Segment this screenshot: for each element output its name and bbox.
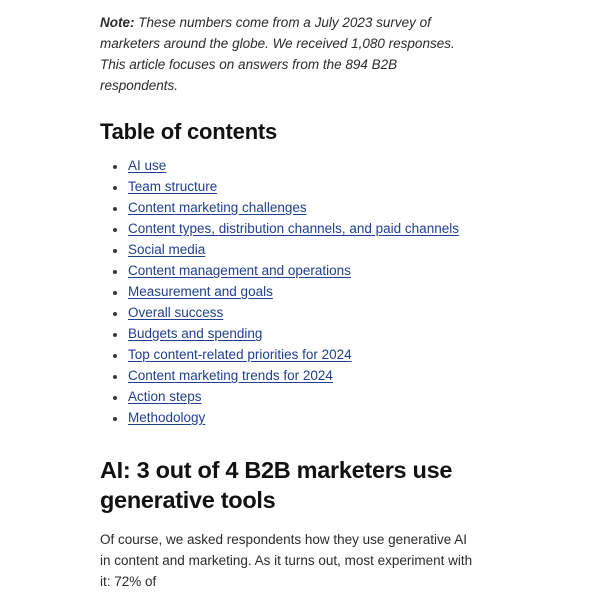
toc-link-methodology[interactable]: Methodology	[128, 410, 206, 425]
list-item	[122, 408, 476, 429]
list-item	[122, 198, 476, 219]
list-item	[122, 303, 476, 324]
section-heading-ai: AI: 3 out of 4 B2B marketers use generative tools	[100, 456, 453, 513]
list-item	[122, 261, 476, 282]
toc-link-content-management-operations[interactable]: Content management and operations	[128, 263, 351, 278]
toc-link-social-media[interactable]: Social media	[128, 242, 206, 257]
toc-link-overall-success[interactable]: Overall success	[128, 305, 224, 320]
survey-note-text: These numbers come from a July 2023 survey of marketers around the globe. We received 1,080 responses. This article focuses on answers from the 894 B2B respondents.	[100, 15, 455, 93]
toc-link-measurement-and-goals[interactable]: Measurement and goals	[128, 284, 273, 299]
toc-link-content-marketing-challenges[interactable]: Content marketing challenges	[128, 200, 307, 215]
toc-link-team-structure[interactable]: Team structure	[128, 179, 218, 194]
list-item	[122, 219, 476, 240]
toc-link-trends-2024[interactable]: Content marketing trends for 2024	[128, 368, 333, 383]
list-item	[122, 177, 476, 198]
list-item	[122, 240, 476, 261]
survey-note-label: Note:	[100, 15, 135, 30]
list-item	[122, 345, 476, 366]
toc-link-content-types-distribution-paid[interactable]: Content types, distribution channels, and paid channels	[128, 221, 459, 236]
section-paragraph: Of course, we asked respondents how they use generative AI in content and marketing. As it turns out, most experiment with it: 72% of	[100, 531, 473, 589]
survey-note	[100, 0, 476, 96]
list-item	[122, 366, 476, 387]
list-item	[122, 324, 476, 345]
toc-link-budgets-and-spending[interactable]: Budgets and spending	[128, 326, 263, 341]
page-title: Table of contents	[100, 119, 278, 144]
list-item	[122, 156, 476, 177]
list-item	[122, 387, 476, 408]
table-of-contents	[100, 156, 476, 429]
list-item	[122, 282, 476, 303]
toc-link-top-priorities-2024[interactable]: Top content-related priorities for 2024	[128, 347, 352, 362]
toc-link-ai-use[interactable]: AI use	[128, 158, 167, 173]
toc-link-action-steps[interactable]: Action steps	[128, 389, 202, 404]
